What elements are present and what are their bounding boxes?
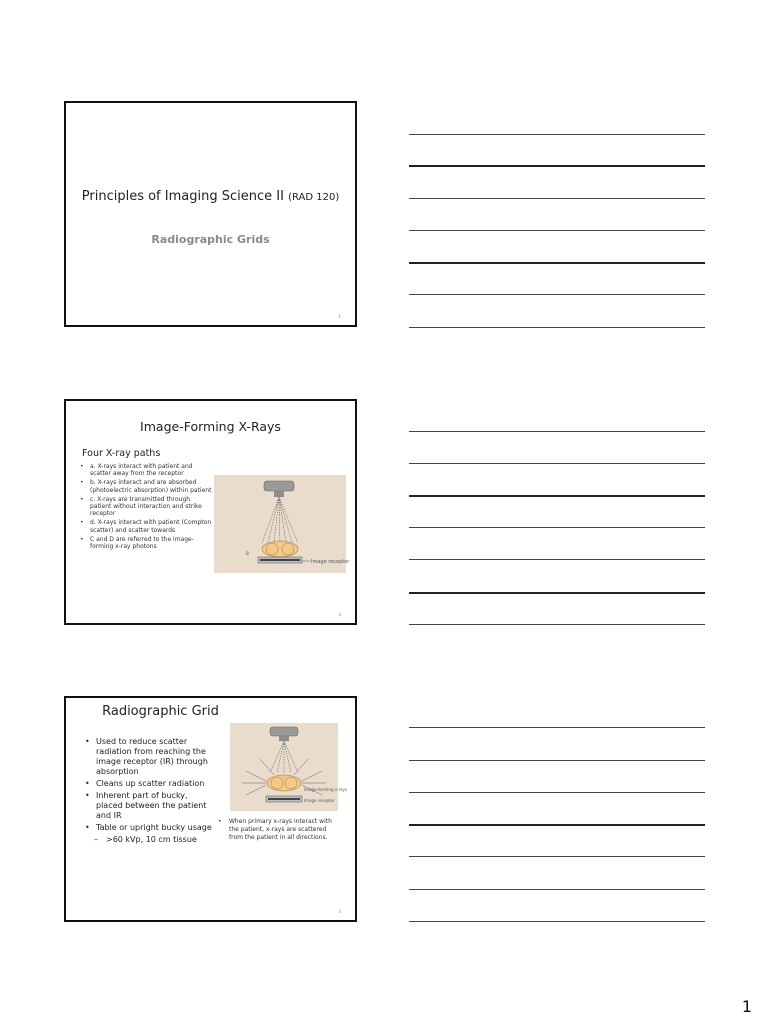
note-line [409,727,705,728]
page-number: 1 [741,997,752,1016]
figure-label-image-receptor: Image receptor [304,798,335,803]
note-line [409,230,705,231]
note-line [409,559,705,560]
slide-2 [64,399,357,625]
note-line [409,431,705,432]
note-line [409,165,705,167]
note-line [409,527,705,528]
bullet-item: • c. X-rays are transmitted through patient without interaction and strike receptor [80,496,212,518]
bullet-item: • C and D are referred to the image-forming x-ray photons [80,536,212,550]
note-line [409,889,705,890]
note-line [409,294,705,295]
bullet-item: • Used to reduce scatter radiation from reaching the image receptor (IR) through absorption [84,737,212,777]
slide-3-title: Radiographic Grid [102,704,219,719]
note-item: • When primary x-rays interact with the patient, x-rays are scattered from the patient in all directions. [218,818,342,842]
slide-2-bullet-list [80,463,212,552]
note-line [409,198,705,199]
bullet-item: • b. X-rays interact and are absorbed (photoelectric absorption) within patient [80,479,212,493]
note-line [409,463,705,464]
scatter-radiation-diagram [230,723,348,811]
note-line [409,134,705,135]
note-line [409,327,705,328]
slide-2-number: 2 [338,612,341,617]
slide-3-bullet-list [84,737,212,847]
note-line [409,592,705,594]
note-line [409,824,705,826]
note-line [409,760,705,761]
bullet-item: • d. X-rays interact with patient (Compton scatter) and scatter towards [80,519,212,533]
slide-1-title: Principles of Imaging Science II (RAD 120) [81,189,340,204]
xray-paths-diagram [214,475,350,573]
figure-label-image-forming: Image-forming x-rays [304,787,348,792]
bullet-item: • Cleans up scatter radiation [84,779,212,789]
sub-bullet-item: – >60 kVp, 10 cm tissue [84,835,212,845]
note-line [409,624,705,625]
slide-1-subtitle: Radiographic Grids [151,233,270,246]
slide-2-heading: Four X-ray paths [82,448,161,459]
figure-label-image-receptor: Image receptor [311,559,350,565]
figure-label-path-letter: B [246,551,249,556]
slide-1-number: 1 [338,314,341,319]
bullet-item: • a. X-rays interact with patient and scatter away from the receptor [80,463,212,477]
note-line [409,856,705,857]
note-line [409,792,705,793]
slide-3-number: 3 [338,909,341,914]
slide-2-title: Image-Forming X-Rays [140,419,281,434]
note-line [409,262,705,264]
note-line [409,921,705,922]
bullet-item: • Inherent part of bucky, placed between the patient and IR [84,791,212,821]
slide-3 [64,696,357,922]
slide-3-figure-note [218,818,342,842]
note-line [409,495,705,497]
slide-1 [64,101,357,327]
bullet-item: • Table or upright bucky usage [84,823,212,833]
